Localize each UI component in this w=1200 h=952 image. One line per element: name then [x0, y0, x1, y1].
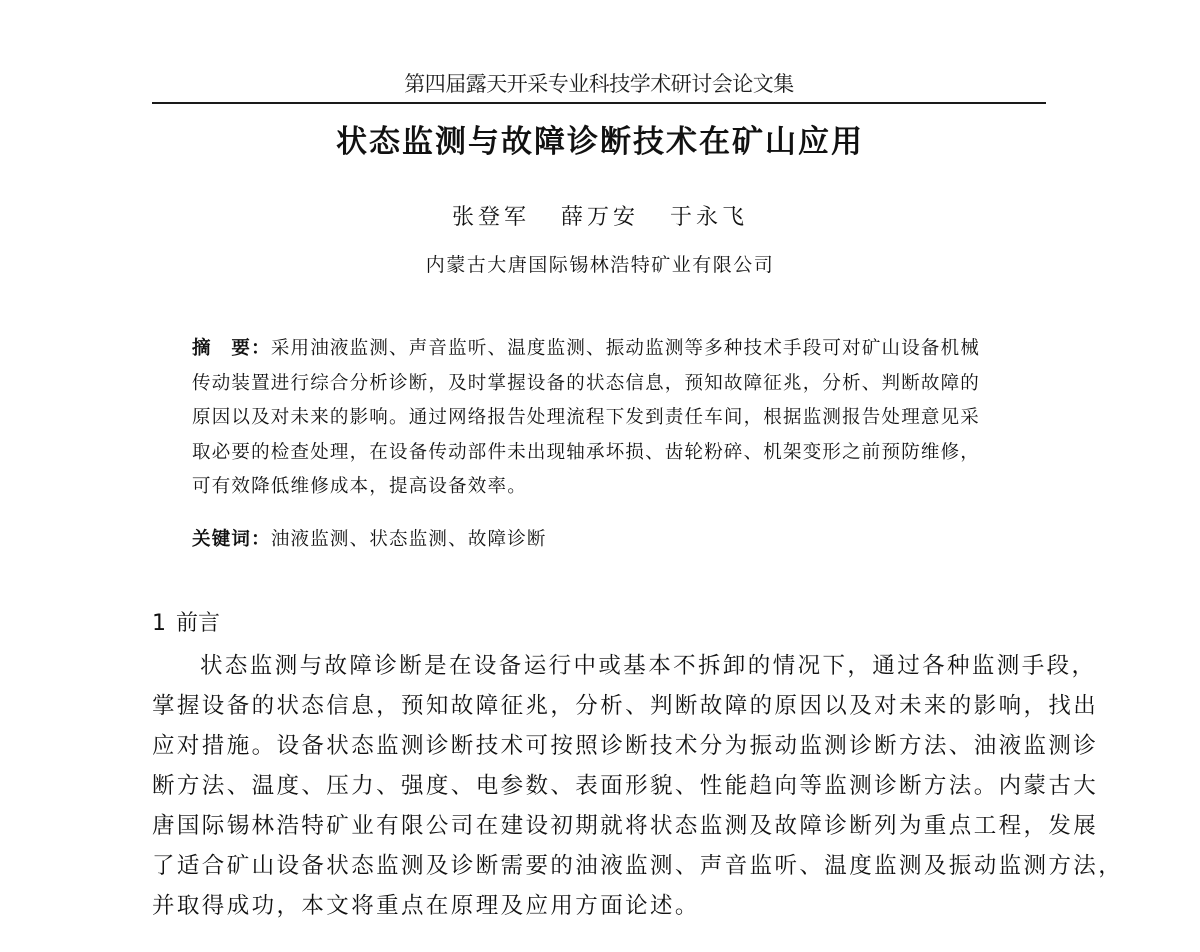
keywords	[192, 525, 547, 555]
body-line: 了适合矿山设备状态监测及诊断需要的油液监测、声音监听、温度监测及振动监测方法，	[152, 853, 1124, 879]
body-line: 状态监测与故障诊断是在设备运行中或基本不拆卸的情况下，通过各种监测手段，	[200, 653, 1097, 679]
abstract-line: 取必要的检查处理，在设备传动部件未出现轴承坏损、齿轮粉碎、机架变形之前预防维修，	[192, 441, 981, 463]
running-header: 第四届露天开采专业科技学术研讨会论文集	[404, 72, 794, 96]
affiliation: 内蒙古大唐国际锡林浩特矿业有限公司	[425, 254, 775, 276]
body-line: 并取得成功，本文将重点在原理及应用方面论述。	[152, 893, 700, 919]
abstract-line: 原因以及对未来的影响。通过网络报告处理流程下发到责任车间，根据监测报告处理意见采	[192, 407, 981, 429]
body-line: 唐国际锡林浩特矿业有限公司在建设初期就将状态监测及故障诊断列为重点工程，发展	[152, 813, 1099, 839]
author-name: 张登军	[451, 205, 530, 230]
header-rule	[152, 102, 1046, 104]
abstract-line: 传动装置进行综合分析诊断，及时掌握设备的状态信息，预知故障征兆，分析、判断故障的	[192, 372, 981, 394]
keywords-label: 关键词：	[192, 529, 271, 550]
body-line: 掌握设备的状态信息，预知故障征兆，分析、判断故障的原因以及对未来的影响，找出	[152, 693, 1099, 719]
keywords-text: 油液监测、状态监测、故障诊断	[270, 529, 547, 550]
body-line: 断方法、温度、压力、强度、电参数、表面形貌、性能趋向等监测诊断方法。内蒙古大	[152, 773, 1099, 799]
author-name: 薛万安	[560, 205, 639, 230]
abstract	[192, 332, 1022, 505]
author-name: 于永飞	[670, 205, 749, 230]
section-body	[152, 646, 1124, 926]
abstract-text: 采用油液监测、声音监听、温度监测、振动监测等多种技术手段可对矿山设备机械	[270, 338, 981, 359]
section-number: 1	[152, 611, 166, 636]
abstract-label: 摘 要：	[192, 338, 271, 359]
section-title: 前言	[176, 611, 221, 636]
abstract-line: 可有效降低维修成本，提高设备效率。	[192, 476, 527, 498]
section-heading	[152, 608, 220, 640]
author-list	[0, 203, 1200, 233]
body-line: 应对措施。设备状态监测诊断技术可按照诊断技术分为振动监测诊断方法、油液监测诊	[152, 733, 1099, 759]
abstract-line	[192, 332, 1022, 367]
paper-title: 状态监测与故障诊断技术在矿山应用	[336, 124, 864, 160]
